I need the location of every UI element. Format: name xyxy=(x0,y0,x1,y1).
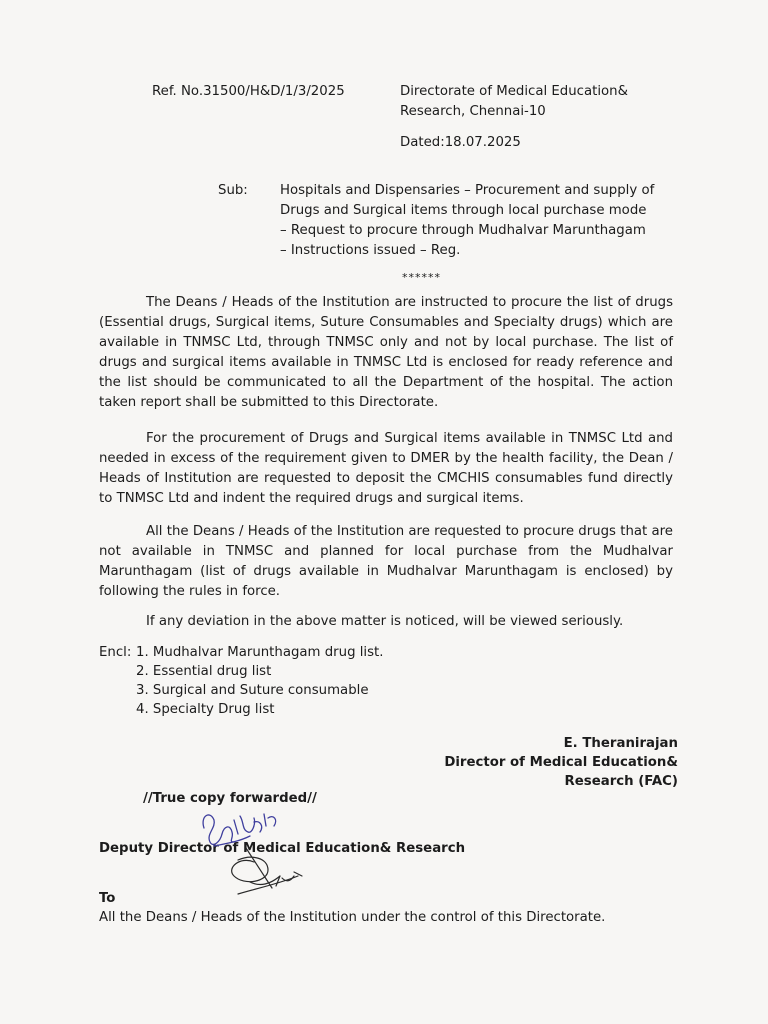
paragraph-4 xyxy=(99,612,673,632)
true-copy-note: //True copy forwarded// xyxy=(143,791,317,806)
separator-stars: ****** xyxy=(402,271,441,284)
signatory-name: E. Theranirajan xyxy=(563,736,678,751)
subject-line: – Request to procure through Mudhalvar Marunthagam xyxy=(280,223,646,238)
enclosure-item: 2. Essential drug list xyxy=(136,664,272,679)
paragraph-3 xyxy=(99,522,673,602)
paragraph-1 xyxy=(99,293,673,413)
enclosure-item: 3. Surgical and Suture consumable xyxy=(136,683,369,698)
paragraph-2 xyxy=(99,429,673,509)
paragraph-text: If any deviation in the above matter is noticed, will be viewed seriously. xyxy=(146,614,624,629)
paragraph-text: For the procurement of Drugs and Surgical items available in TNMSC Ltd and needed in excess of the requirement given to DMER by the health facility, the Dean / Heads of Institution are requested to deposit the CMCHIS consumables fund directly to TNMSC Ltd and indent the required drugs and surgical items. xyxy=(99,431,673,506)
subject-label: Sub: xyxy=(218,183,248,198)
to-label: To xyxy=(99,891,116,906)
paragraph-text: All the Deans / Heads of the Institution are requested to procure drugs that are not available in TNMSC and planned for local purchase from the Mudhalvar Marunthagam (list of drugs available in Mudhalvar Marunthagam is enclosed) by following the rules in force. xyxy=(99,524,673,599)
enclosure-label: Encl: xyxy=(99,645,132,660)
subject-line: Drugs and Surgical items through local purchase mode xyxy=(280,203,647,218)
to-recipients: All the Deans / Heads of the Institution under the control of this Directorate. xyxy=(99,910,606,925)
paragraph-text: The Deans / Heads of the Institution are instructed to procure the list of drugs (Essential drugs, Surgical items, Suture Consumables and Specialty drugs) which are available in TNMSC Ltd, through TNMSC only and not by local purchase. The list of drugs and surgical items available in TNMSC Ltd is enclosed for ready reference and the list should be communicated to all the Department of the hospital. The action taken report shall be submitted to this Directorate. xyxy=(99,295,673,410)
office-address-line2: Research, Chennai-10 xyxy=(400,104,546,119)
subject-text xyxy=(280,181,654,261)
signatory-title-line1: Director of Medical Education& xyxy=(444,755,678,770)
deputy-director-line: Deputy Director of Medical Education& Research xyxy=(99,841,466,856)
subject-line: Hospitals and Dispensaries – Procurement and supply of xyxy=(280,183,655,198)
reference-number: Ref. No.31500/H&D/1/3/2025 xyxy=(152,84,345,99)
enclosure-item: 4. Specialty Drug list xyxy=(136,702,275,717)
enclosure-item: 1. Mudhalvar Marunthagam drug list. xyxy=(136,645,384,660)
subject-line: – Instructions issued – Reg. xyxy=(280,243,461,258)
signatory-title-line2: Research (FAC) xyxy=(564,774,678,789)
handwritten-signature xyxy=(180,798,320,908)
office-address-line1: Directorate of Medical Education& xyxy=(400,84,628,99)
dated-line: Dated:18.07.2025 xyxy=(400,135,521,150)
